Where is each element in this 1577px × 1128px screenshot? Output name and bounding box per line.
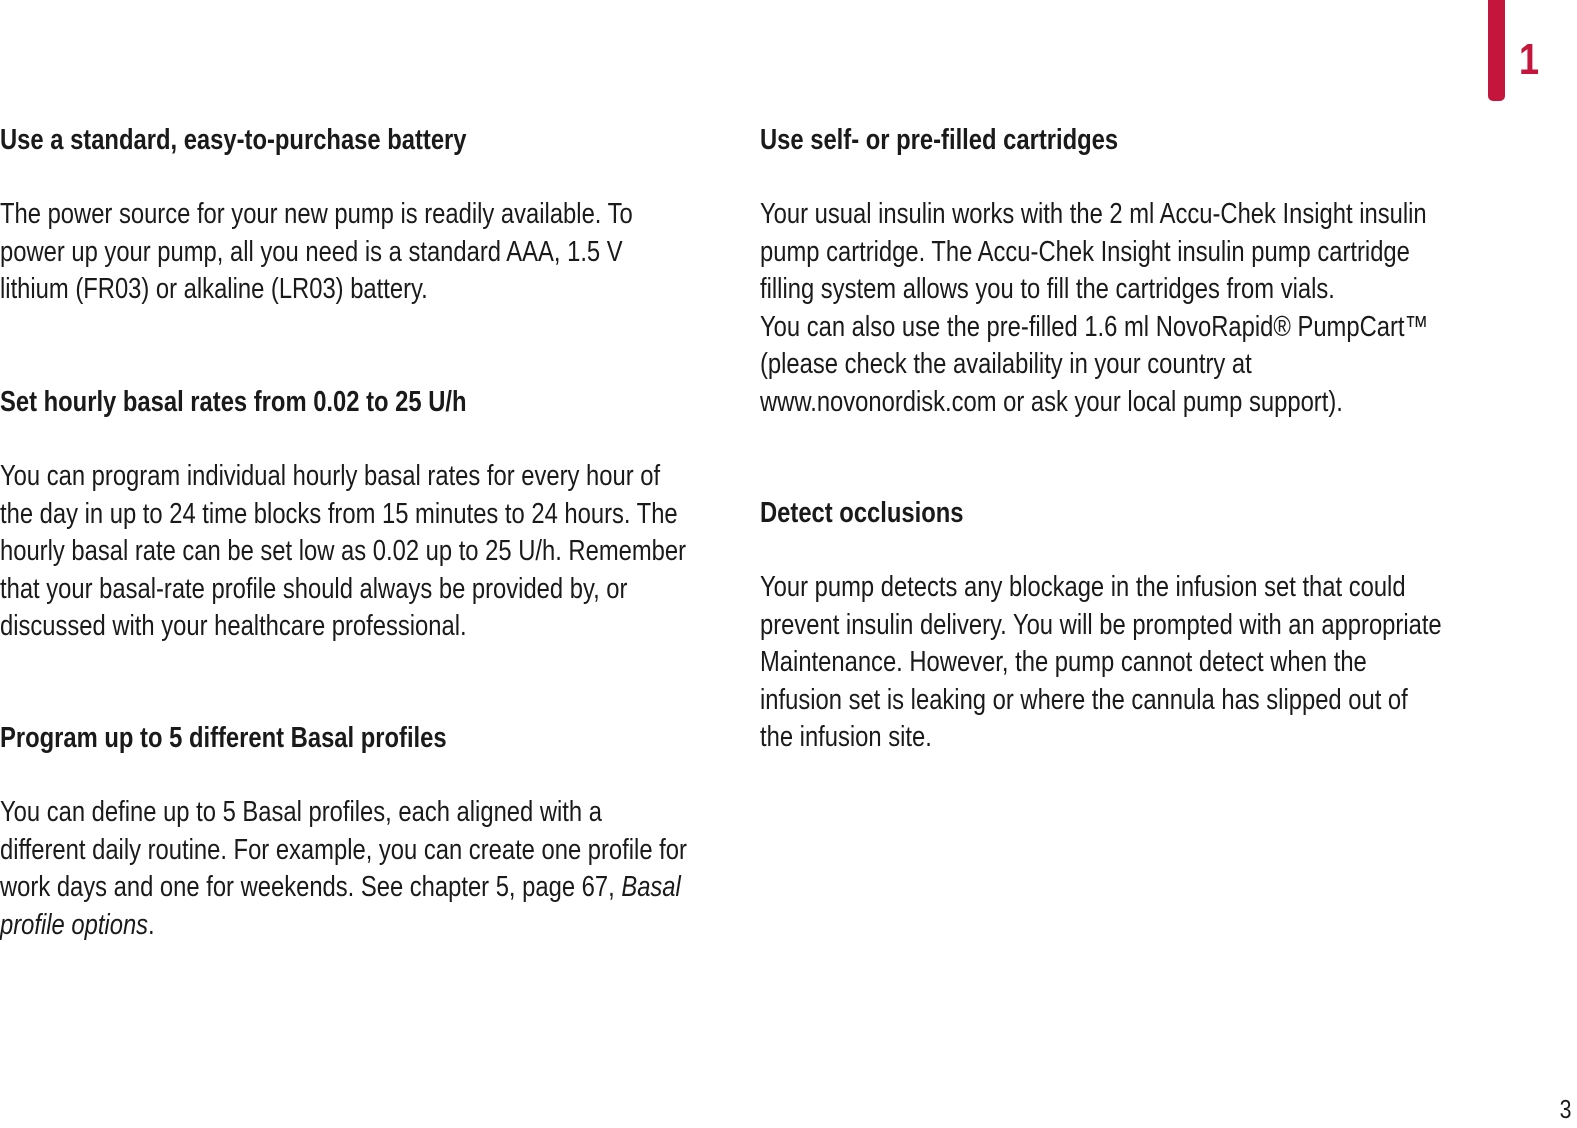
body-line: Your usual insulin works with the 2 ml Accu-Chek Insight insulin	[760, 198, 1427, 230]
body-line	[0, 869, 722, 907]
section-cartridges	[760, 122, 1482, 421]
body-line: You can define up to 5 Basal profiles, each aligned with a	[0, 796, 602, 828]
chapter-tab-marker	[1488, 0, 1505, 101]
page-number: 3	[1559, 1094, 1571, 1124]
section-occlusions	[760, 495, 1482, 757]
body-line: power up your pump, all you need is a standard AAA, 1.5 V	[0, 235, 623, 268]
section-heading: Use a standard, easy-to-purchase battery	[0, 124, 467, 156]
section-heading: Detect occlusions	[760, 497, 964, 529]
section-body	[0, 794, 722, 944]
section-body	[760, 569, 1482, 757]
section-body	[0, 458, 722, 646]
section-basal-profiles	[0, 720, 722, 944]
body-line: that your basal-rate profile should always be provided by, or	[0, 572, 628, 605]
section-body	[0, 196, 722, 309]
body-text-fragment: .	[148, 908, 155, 941]
body-line: www.novonordisk.com or ask your local pump support).	[760, 385, 1343, 418]
section-heading: Program up to 5 different Basal profiles	[0, 722, 447, 754]
body-line: the day in up to 24 time blocks from 15 minutes to 24 hours. The	[0, 497, 678, 530]
body-line: (please check the availability in your country at	[760, 348, 1252, 380]
body-line	[0, 907, 722, 945]
section-body	[760, 196, 1482, 421]
body-line: pump cartridge. The Accu-Chek Insight insulin pump cartridge	[760, 235, 1410, 268]
body-line: You can also use the pre-filled 1.6 ml NovoRapid® PumpCart™	[760, 310, 1429, 343]
body-line: infusion set is leaking or where the cannula has slipped out of	[760, 683, 1408, 716]
body-line: prevent insulin delivery. You will be prompted with an appropriate	[760, 608, 1442, 641]
body-text-fragment: work days and one for weekends. See chapter 5, page 67,	[0, 871, 622, 903]
body-line: different daily routine. For example, you can create one profile for	[0, 833, 687, 866]
chapter-number: 1	[1519, 35, 1540, 84]
section-heading: Set hourly basal rates from 0.02 to 25 U/h	[0, 386, 467, 418]
body-line: hourly basal rate can be set low as 0.02 up to 25 U/h. Remember	[0, 535, 687, 567]
cross-reference-link-part: Basal	[621, 871, 681, 903]
cross-reference-link-part: profile options	[0, 908, 149, 941]
section-basal-rates	[0, 384, 722, 646]
body-line: Maintenance. However, the pump cannot detect when the	[760, 646, 1367, 678]
body-line: the infusion site.	[760, 721, 932, 753]
body-line: You can program individual hourly basal rates for every hour of	[0, 460, 661, 492]
body-line: Your pump detects any blockage in the infusion set that could	[760, 571, 1406, 603]
body-line: The power source for your new pump is readily available. To	[0, 198, 633, 230]
section-battery	[0, 122, 722, 309]
body-line: discussed with your healthcare professional.	[0, 610, 467, 642]
body-line: lithium (FR03) or alkaline (LR03) battery.	[0, 273, 428, 305]
section-heading: Use self- or pre-filled cartridges	[760, 124, 1119, 156]
body-line: filling system allows you to fill the cartridges from vials.	[760, 273, 1335, 305]
